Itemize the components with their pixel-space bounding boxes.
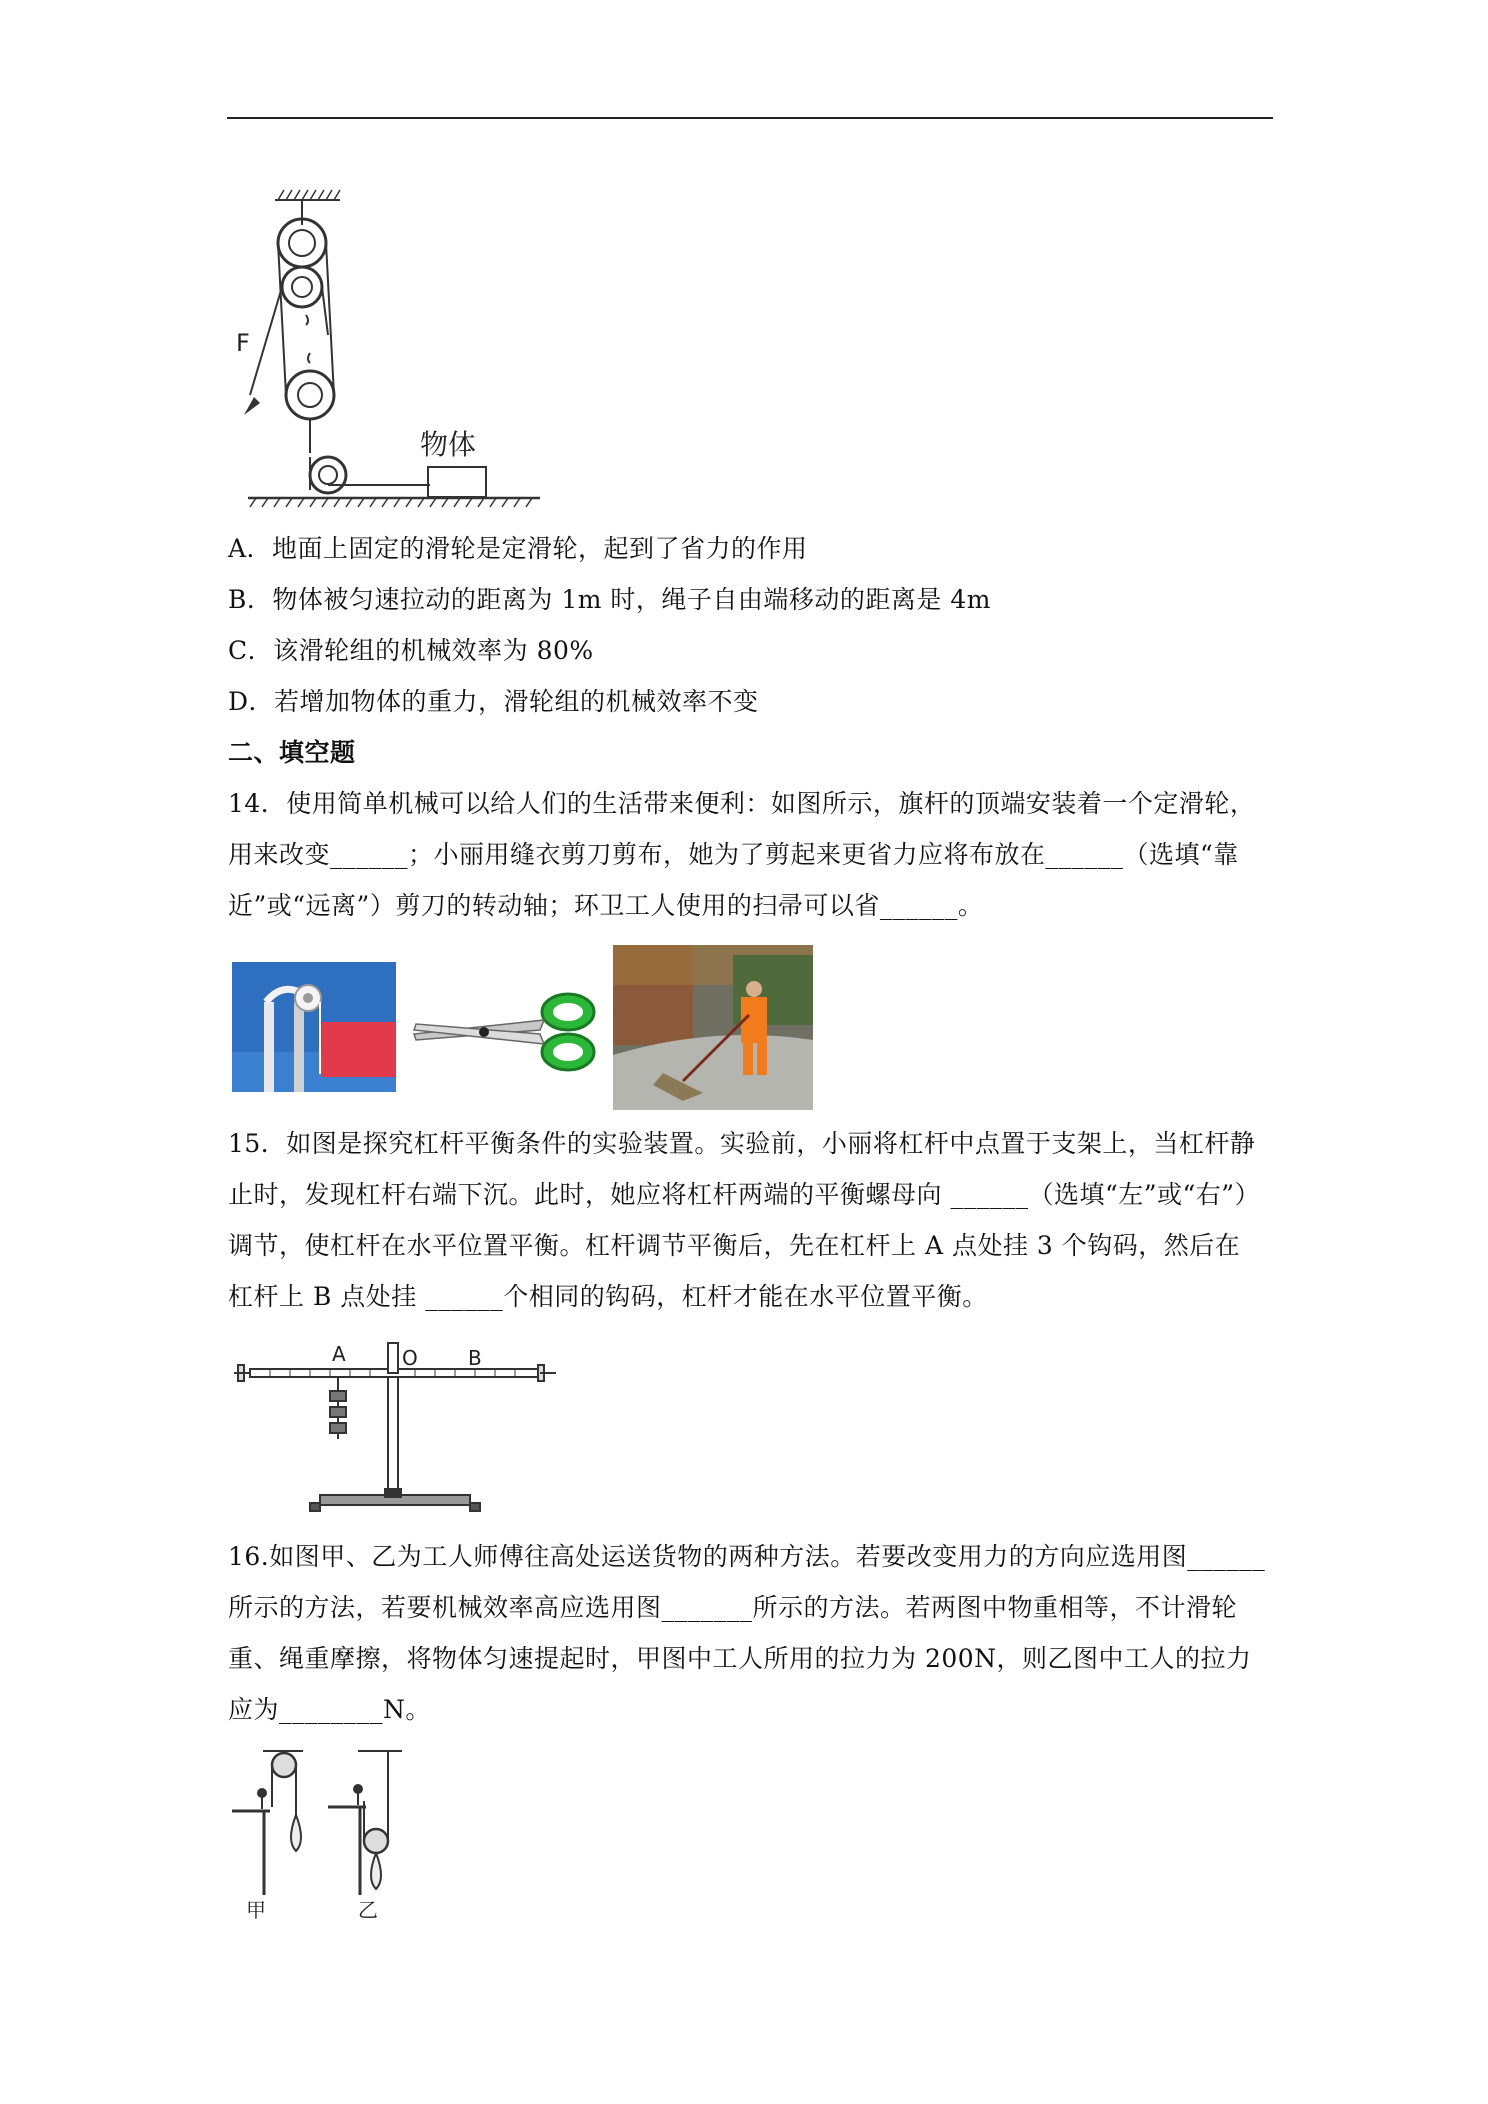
sweeper-photo	[613, 945, 813, 1110]
flagpole-pulley-image	[232, 962, 396, 1092]
label-yi: 乙	[358, 1898, 378, 1922]
q15-line-2: 止时，发现杠杆右端下沉。此时，她应将杠杆两端的平衡螺母向 ______（选填“左”或“右”）	[228, 1180, 1261, 1209]
q14-line-2: 用来改变______；小丽用缝衣剪刀剪布，她为了剪起来更省力应将布放在______（选填“靠	[228, 840, 1239, 869]
point-b-label: B	[468, 1346, 482, 1370]
q16-line-1: 16.如图甲、乙为工人师傅往高处运送货物的两种方法。若要改变用力的方向应选用图______	[228, 1542, 1266, 1571]
q14-line-1: 14．使用简单机械可以给人们的生活带来便利：如图所示，旗杆的顶端安装着一个定滑轮，	[228, 789, 1256, 818]
lever-apparatus-figure	[230, 1325, 560, 1520]
point-a-label: A	[332, 1342, 346, 1366]
two-methods-figure	[228, 1745, 418, 1920]
label-jia: 甲	[246, 1898, 266, 1922]
option-a: A．地面上固定的滑轮是定滑轮，起到了省力的作用	[228, 534, 808, 563]
header-rule	[227, 117, 1273, 119]
option-d: D．若增加物体的重力，滑轮组的机械效率不变	[228, 687, 759, 716]
object-label: 物体	[420, 428, 477, 461]
force-arrow-icon	[244, 397, 260, 415]
force-label: F	[236, 329, 250, 357]
q15-line-1: 15．如图是探究杠杆平衡条件的实验装置。实验前，小丽将杠杆中点置于支架上，当杠杆静	[228, 1129, 1256, 1158]
q14-line-3: 近”或“远离”）剪刀的转动轴；环卫工人使用的扫帚可以省______。	[228, 891, 984, 920]
section-heading: 二、填空题	[228, 738, 356, 767]
q15-line-3: 调节，使杠杆在水平位置平衡。杠杆调节平衡后，先在杠杆上 A 点处挂 3 个钩码，然后在	[228, 1231, 1241, 1260]
q16-line-4: 应为________N。	[228, 1695, 431, 1724]
option-b: B．物体被匀速拉动的距离为 1m 时，绳子自由端移动的距离是 4m	[228, 585, 991, 614]
pulley-system-figure	[236, 185, 550, 515]
point-o-label: O	[402, 1346, 418, 1370]
q16-line-3: 重、绳重摩擦，将物体匀速提起时，甲图中工人所用的拉力为 200N，则乙图中工人的拉力	[228, 1644, 1252, 1673]
q16-line-2: 所示的方法，若要机械效率高应选用图_______所示的方法。若两图中物重相等，不计滑轮	[228, 1593, 1238, 1622]
option-c: C．该滑轮组的机械效率为 80%	[228, 636, 594, 665]
scissors-image	[408, 990, 598, 1074]
q15-line-4: 杠杆上 B 点处挂 ______个相同的钩码，杠杆才能在水平位置平衡。	[228, 1282, 988, 1311]
